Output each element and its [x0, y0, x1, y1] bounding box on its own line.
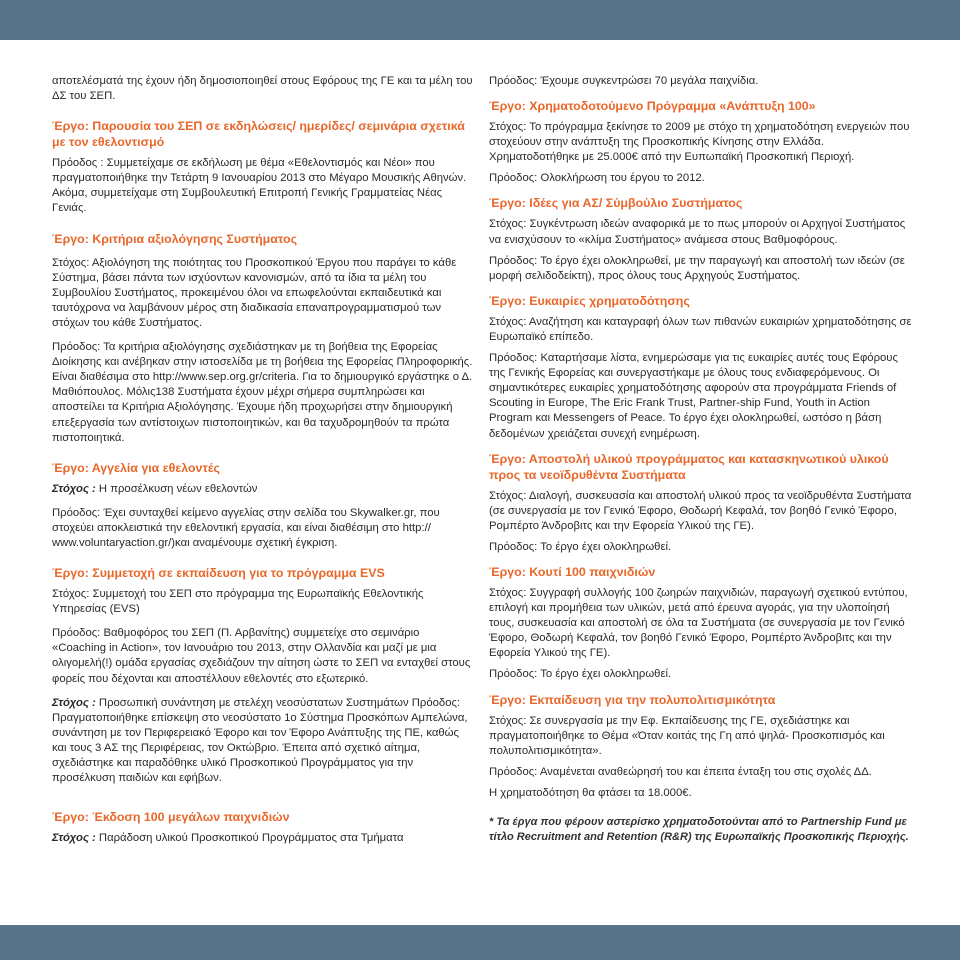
progress-paragraph: Πρόοδος : Συμμετείχαμε σε εκδήλωση με θέμα «Εθελοντισμός και Νέοι» που πραγματοποιήθηκε την Τετάρτη 9 Ιανουαρίου 2013 στο Μέγαρο Μουσικής Αθηνών. Ακόμα, συμμετείχαμε στη Συμβουλευτική Επιτροπή Γενικής Γραμματείας Νέας Γενιάς.: [52, 157, 467, 215]
bottom-banner: [0, 925, 960, 960]
progress-paragraph: Πρόοδος: Το έργο έχει ολοκληρωθεί.: [489, 668, 672, 681]
section-title: Έργο: Ιδέες για ΑΣ/ Σύμβούλιο Συστήματος: [489, 196, 743, 211]
goal-paragraph: [52, 482, 474, 497]
section-title: Έργο: Έκδοση 100 μεγάλων παιχνιδιών: [52, 810, 290, 825]
goal-paragraph: [52, 831, 474, 846]
top-banner: [0, 0, 960, 40]
footnote: * Τα έργα που φέρουν αστερίσκο χρηματοδοτούνται από το Partnership Fund με τίτλο Recruitment and Retention (R&R) της Ευρωπαϊκής Προσκοπικής Περιοχής.: [489, 816, 909, 843]
goal-paragraph: Στόχος: Συγγραφή συλλογής 100 ζωηρών παιχνιδιών, παραγωγή σχετικού εντύπου, επιλογή και προμήθεια των υλικών, μετά από έρευνα αγοράς, για την υλοποίησή τους, συσκευασία και αποστολή σε όλα τα Συστήματα (σε συνεργασία με τον Γενικό Έφορο, Θοδωρή Κεφαλά, τον βοηθό Γενικό Έφορο, Ρομπέρτο Άνδροβιτς και την Εφορεία Υλικού της ΓΕ).: [489, 586, 908, 660]
section-title: Έργο: Εκπαίδευση για την πολυπολιτισμικότητα: [489, 692, 776, 707]
progress-paragraph: Πρόοδος: Βαθμοφόρος του ΣΕΠ (Π. Αρβανίτης) συμμετείχε στο σεμινάριο «Coaching in Action», τον Ιανουάριο του 2013, στην Ολλανδία και μαζί με μια ολιγομελή(!) ομάδα εργασίας σχεδιάζουν την αίτηση ώστε το ΣΕΠ να ενταχθεί στους φορείς που δέχονται και αποστέλλουν εθελοντές στο εξωτερικό.: [52, 627, 471, 685]
goal-paragraph: Στόχος: Σε συνεργασία με την Εφ. Εκπαίδευσης της ΓΕ, σχεδιάστηκε και πραγματοποιήθηκε το Θέμα «Όταν κοιτάς της Γη από ψηλά- Προσκοπισμός και πολυπολιτισμικότητα».: [489, 714, 885, 757]
section-title: Έργο: Παρουσία του ΣΕΠ σε εκδηλώσεις/ ημερίδες/ σεμινάρια σχετικά με τον εθελοντισμό: [52, 119, 465, 150]
section-title: Έργο: Αποστολή υλικού προγράμματος και κατασκηνωτικού υλικού προς τα νεοϊδρυθέντα Συστήματα: [489, 451, 889, 482]
progress-paragraph: Πρόοδος: Αναμένεται αναθεώρησή του και έπειτα ένταξη του στις σχολές ΔΔ.: [489, 765, 872, 778]
progress-paragraph: Πρόοδος: Το έργο έχει ολοκληρωθεί.: [489, 540, 672, 553]
goal-text: Η προσέλκυση νέων εθελοντών: [95, 482, 258, 495]
goal-paragraph: Στόχος: Συμμετοχή του ΣΕΠ στο πρόγραμμα της Ευρωπαϊκής Εθελοντικής Υπηρεσίας (EVS): [52, 588, 424, 616]
goal-paragraph: Στόχος: Αναζήτηση και καταγραφή όλων των πιθανών ευκαιριών χρηματοδότησης σε Ευρωπαϊκό επίπεδο.: [489, 315, 912, 343]
goal-label: Στόχος :: [52, 832, 96, 845]
section-title: Έργο: Ευκαιρίες χρηματοδότησης: [489, 293, 690, 308]
goal-paragraph: Στόχος: Το πρόγραμμα ξεκίνησε το 2009 με στόχο τη χρηματοδότηση ενεργειών που στοχεύουν στην ανάπτυξη της Προσκοπικής Κίνησης στην Ελλάδα. Χρηματοδοτήθηκε με 25.000€ από την Ευπωπαϊκή Προσκοπική Περιοχή.: [489, 121, 910, 164]
section-title: Έργο: Κριτήρια αξιολόγησης Συστήματος: [52, 231, 298, 246]
goal-paragraph: Στόχος: Αξιολόγηση της ποιότητας του Προσκοπικού Έργου που παράγει το κάθε Σύστημα, βάσει πάντα των ισχύοντων κανονισμών, από τα ίδια τα μέλη του Συμβουλίου Συστήματος, προκειμένου όλοι να επωφελούνται εκπαιδευτικά και ταυτόχρονα να λαμβάνουν μέρος στη διαδικασία επαναπρογραμματισμού των στόχων του κάθε Συστήματος.: [52, 256, 457, 329]
section-title: Έργο: Συμμετοχή σε εκπαίδευση για το πρόγραμμα EVS: [52, 566, 385, 581]
goal-paragraph: Στόχος: Συγκέντρωση ιδεών αναφορικά με το πως μπορούν οι Αρχηγοί Συστήματος να ενισχύσουν το «κλίμα Συστήματος» ανάμεσα στους Βαθμοφόρους.: [489, 218, 906, 246]
section-title: Έργο: Χρηματοδοτούμενο Πρόγραμμα «Ανάπτυξη 100»: [489, 99, 816, 114]
section-title: Έργο: Αγγελία για εθελοντές: [52, 460, 220, 475]
left-column: [52, 74, 474, 846]
section-title: Έργο: Κουτί 100 παιχνιδιών: [489, 564, 656, 579]
intro-paragraph: αποτελέσματά της έχουν ήδη δημοσιοποιηθεί στους Εφόρους της ΓΕ και τα μέλη του ΔΣ του ΣΕΠ.: [52, 75, 473, 103]
progress-paragraph: Πρόοδος: Ολοκλήρωση του έργου το 2012.: [489, 172, 705, 185]
goal-text: Παράδοση υλικού Προσκοπικού Προγράμματος στα Τμήματα: [95, 832, 404, 845]
goal-paragraph: [52, 696, 474, 787]
goal-label: Στόχος :: [52, 696, 96, 709]
goal-paragraph: Στόχος: Διαλογή, συσκευασία και αποστολή υλικού προς τα νεοϊδρυθέντα Συστήματα (σε συνεργασία με τον Γενικό Έφορο, Θοδωρή Κεφαλά, τον βοηθό Γενικό Έφορο, Ρομπέρτο Άνδροβιτς και την Εφορεία Υλικού της ΓΕ).: [489, 489, 912, 532]
progress-paragraph: Πρόοδος: Το έργο έχει ολοκληρωθεί, με την παραγωγή και αποστολή των ιδεών (σε μορφή σελιδοδείκτη), προς όλους τους Αρχηγούς Συστήματος.: [489, 254, 905, 282]
goal-label: Στόχος :: [52, 482, 96, 495]
progress-paragraph: Πρόοδος: Τα κριτήρια αξιολόγησης σχεδιάστηκαν με τη βοήθεια της Εφορείας Διοίκησης και ανέβηκαν στην ιστοσελίδα με τη βοήθεια της Εφορείας Πληροφορικής. Είναι διαθέσιμα στο http://www.sep.org.gr/criteria. Για το δημιουργικό εργάστηκε ο Δ. Μαθιόπουλος. Μόλις138 Συστήματα έχουν μέχρι σήμερα συμπληρώσει και αποστείλει τα Κριτήρια Αξιολόγησης. Έχουμε ήδη προχωρήσει στην δημιουργική επεξεργασία των αντίστοιχων πιστοποιητικών, και θα ταχυδρομηθούν τα πρώτα πιστοποιητικά.: [52, 341, 473, 444]
progress-paragraph: Πρόοδος: Έχει συνταχθεί κείμενο αγγελίας στην σελίδα του Skywalker.gr, που στοχεύει αποκλειστικά την εθελοντική εργασία, και είναι διαθέσιμη στο http:// www.voluntaryaction.gr/)και αναμένουμε σχετική έγκριση.: [52, 506, 440, 549]
funding-paragraph: Η χρηματοδότηση θα φτάσει τα 18.000€.: [489, 786, 692, 799]
right-column: [489, 74, 914, 844]
progress-paragraph: Πρόοδος: Καταρτήσαμε λίστα, ενημερώσαμε για τις ευκαιρίες αυτές τους Εφόρους της Γενικής Εφορείας και συνεργαστήκαμε με όλους τους ενδιαφερόμενους. Οι σημαντικότερες ευκαιρίες χρηματοδότησης αφορούν στα προγράμματα Friends of Scouting in Europe, The Eric Frank Trust, Partner-ship Fund, Youth in Action Program και Messengers of Peace. Το έργο έχει ολοκληρωθεί, ωστόσο η βάση δεδομένων χρειάζεται συνεχή ενημέρωση.: [489, 352, 898, 440]
goal-text: Προσωπική συνάντηση με στελέχη νεοσύστατων Συστημάτων Πρόοδος: Πραγματοποιήθηκε επίσκεψη στο νεοσύστατο 1ο Σύστημα Προσκόπων Αμπελώνα, συνάντηση με τον Περιφερειακό Έφορο και τον Έφορο Ανάπτυξης της ΠΕ, καθώς και τους 3 ΑΣ της Περιφέρειας, τον Οκτώβριο. Έπειτα από σχετικό αίτημα, σχεδιάστηκε και παραδόθηκε υλικό Προσκοπικού Προγράμματος για την προσέλκυση παιδιών και εφήβων.: [52, 696, 468, 785]
intro-paragraph: Πρόοδος: Έχουμε συγκεντρώσει 70 μεγάλα παιχνίδια.: [489, 75, 759, 87]
